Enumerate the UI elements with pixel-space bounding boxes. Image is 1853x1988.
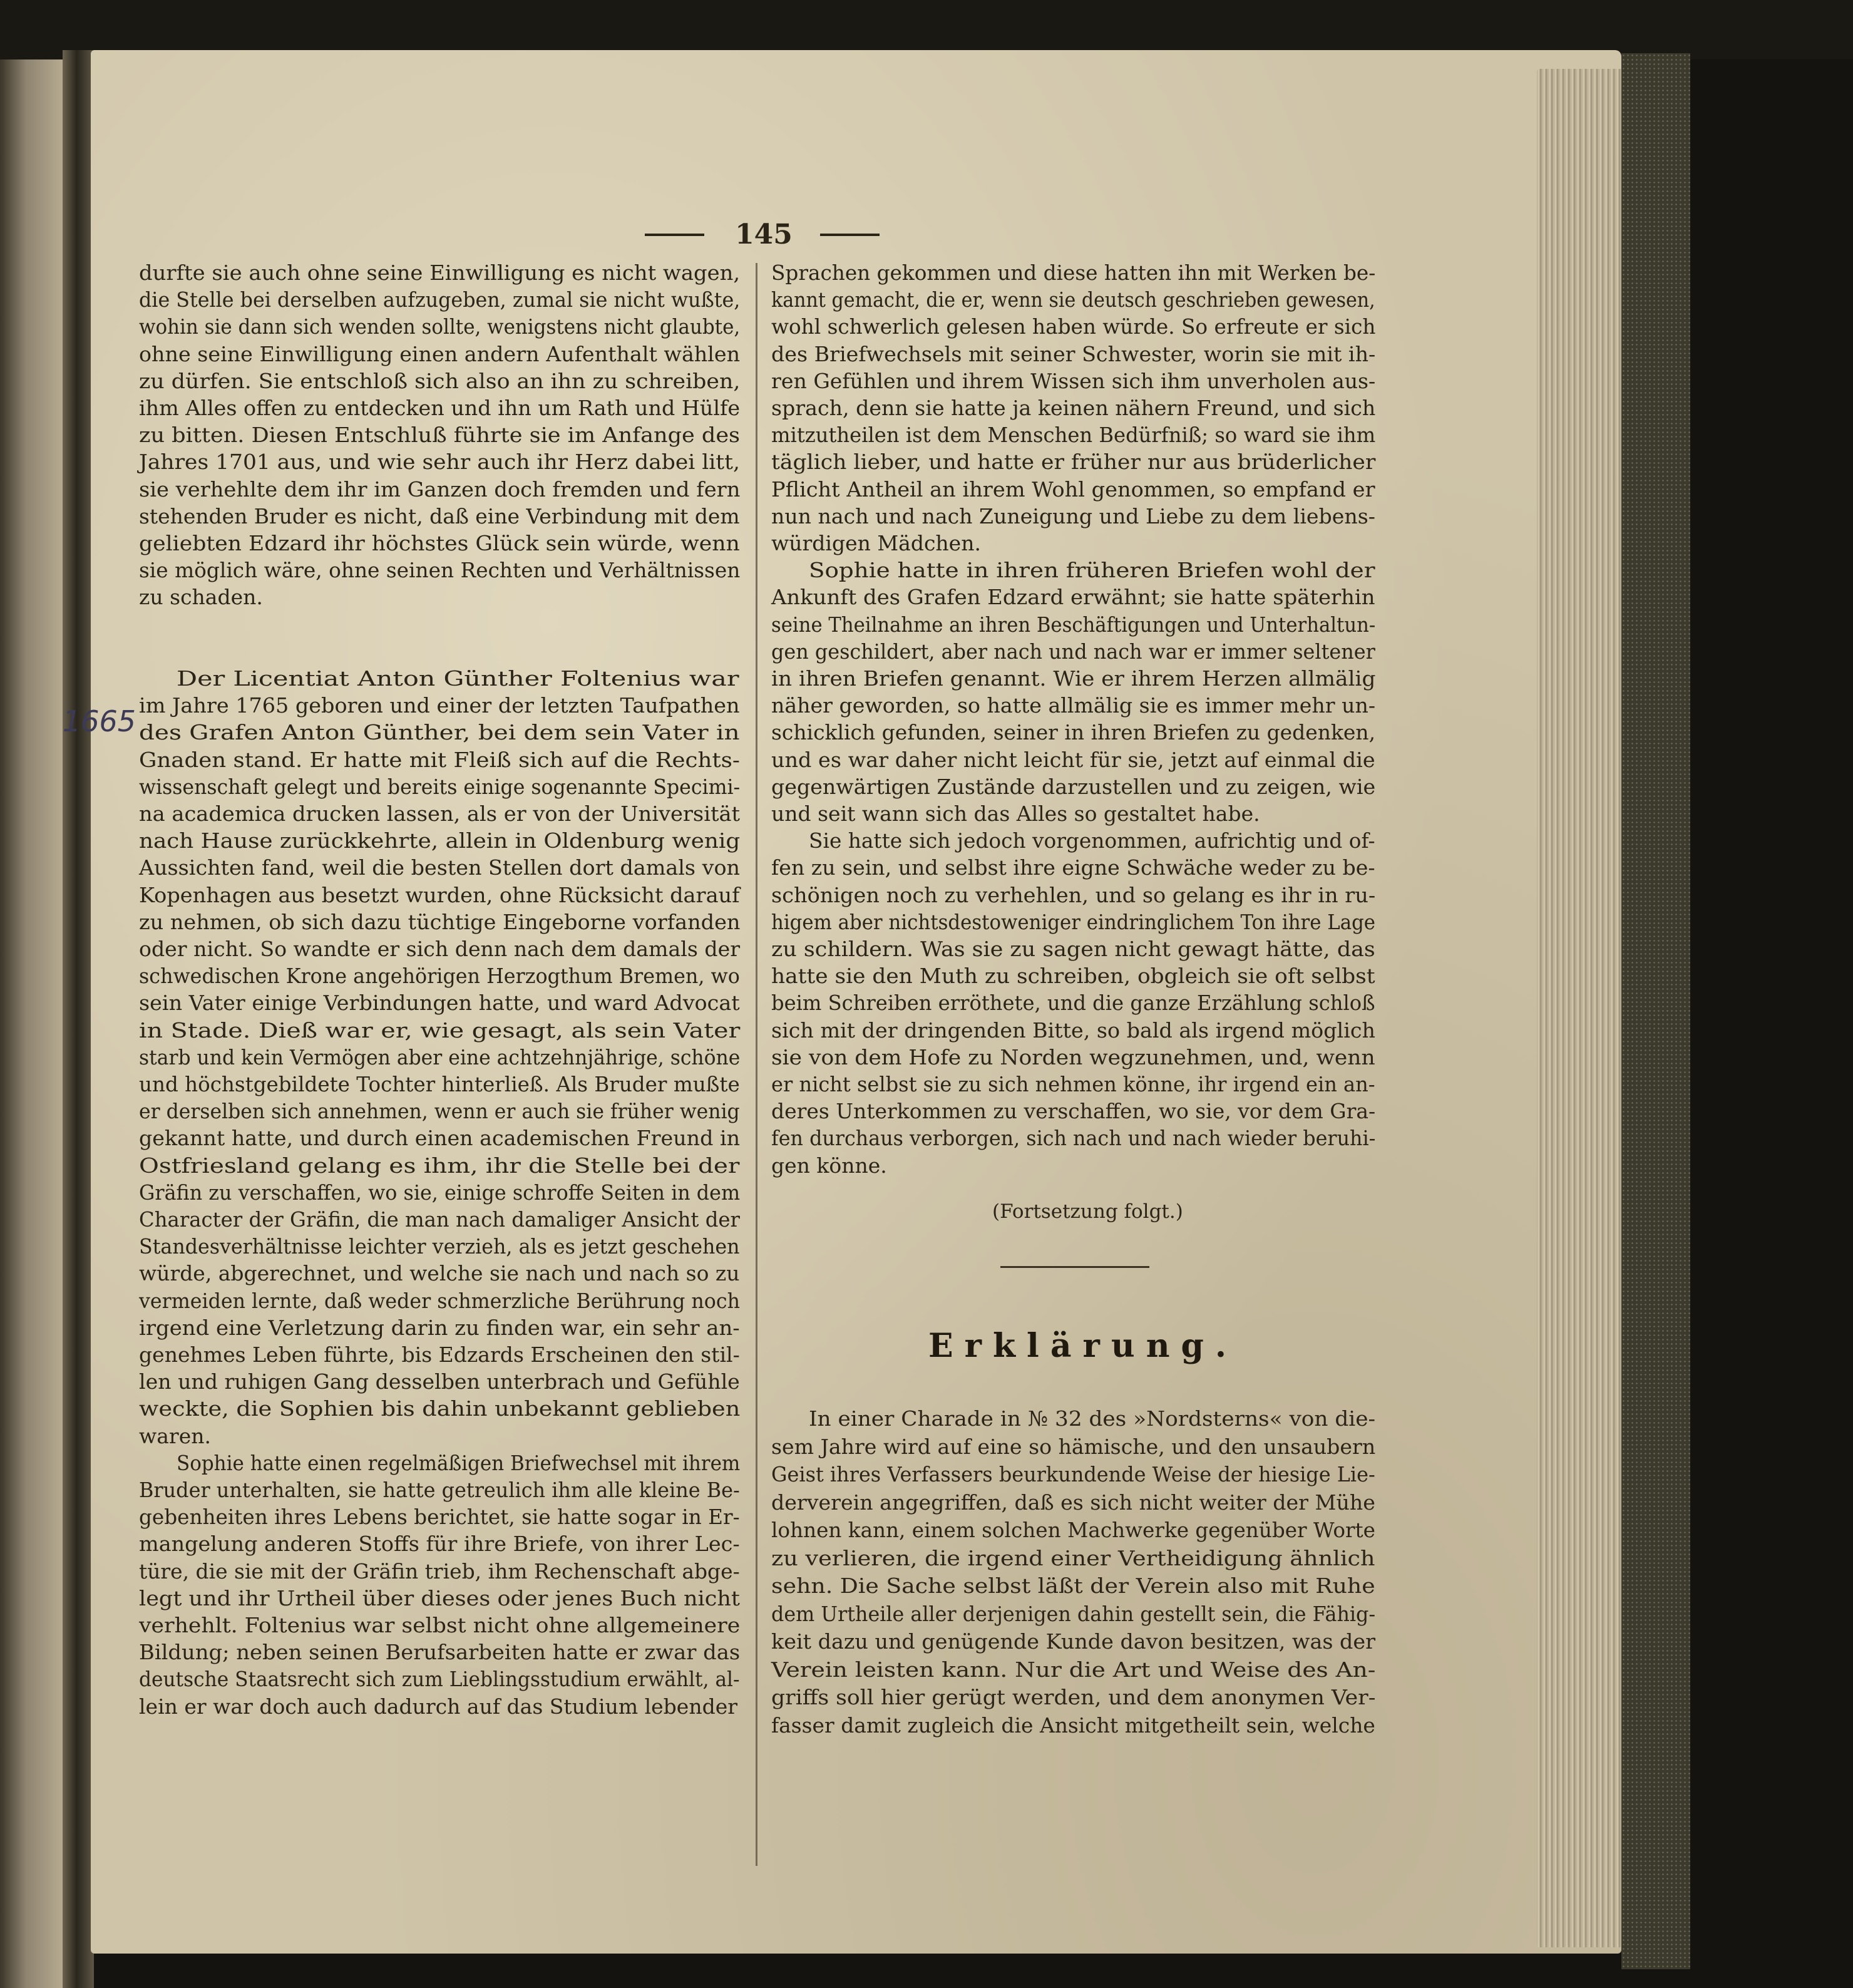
text-line: kannt gemacht, die er, wenn sie deutsch geschrieben gewesen,	[771, 287, 1375, 312]
text-line: seine Theilnahme an ihren Beschäftigungen und Unterhaltun-	[771, 612, 1376, 637]
column-divider	[756, 263, 757, 1866]
book-gutter	[63, 50, 94, 1988]
text-line: in Stade. Dieß war er, wie gesagt, als sein Vater	[139, 1017, 741, 1043]
text-line: ren Gefühlen und ihrem Wissen sich ihm unverholen aus-	[771, 368, 1376, 393]
page-number: 145	[735, 219, 793, 250]
section-rule	[1000, 1266, 1149, 1268]
text-line: schwedischen Krone angehörigen Herzogthum Bremen, wo	[139, 964, 740, 989]
text-line: dem Urtheile aller derjenigen dahin gestellt sein, die Fähig-	[771, 1601, 1376, 1626]
text-line: derverein angegriffen, daß es sich nicht weiter der Mühe	[771, 1490, 1375, 1515]
text-line: und es war daher nicht leicht für sie, jetzt auf einmal die	[771, 747, 1375, 772]
text-line: deres Unterkommen zu verschaffen, wo sie, vor dem Gra-	[771, 1099, 1376, 1124]
text-line: die Stelle bei derselben aufzugeben, zumal sie nicht wußte,	[139, 287, 741, 312]
text-line: Character der Gräfin, die man nach damaliger Ansicht der	[139, 1207, 740, 1232]
text-line: nach Hause zurückkehrte, allein in Oldenburg wenig	[139, 828, 741, 853]
text-line: zu schaden.	[139, 585, 263, 610]
text-line: gebenheiten ihres Lebens berichtet, sie hatte sogar in Er-	[139, 1505, 740, 1530]
text-line: waren.	[139, 1423, 211, 1448]
text-line: des Grafen Anton Günther, bei dem sein Vater in	[139, 720, 740, 745]
text-line: Sie hatte sich jedoch vorgenommen, aufrichtig und of-	[809, 828, 1375, 853]
text-line: des Briefwechsels mit seiner Schwester, worin sie mit ih-	[771, 341, 1376, 366]
text-line: gen könne.	[771, 1153, 887, 1178]
text-line: und seit wann sich das Alles so gestaltet habe.	[771, 801, 1260, 826]
text-line: stehenden Bruder es nicht, daß eine Verbindung mit dem	[139, 503, 740, 528]
text-line: gekannt hatte, und durch einen academischen Freund in	[139, 1126, 741, 1151]
text-line: Kopenhagen aus besetzt wurden, ohne Rücksicht darauf	[139, 882, 740, 907]
text-line: lohnen kann, einem solchen Machwerke gegenüber Worte	[771, 1518, 1375, 1542]
text-line: würde, abgerechnet, und welche sie nach und nach so zu	[139, 1261, 740, 1286]
text-line: sein Vater einige Verbindungen hatte, und ward Advocat	[139, 991, 740, 1016]
text-line: gen geschildert, aber nach und nach war er immer seltener	[771, 639, 1375, 664]
text-line: Aussichten fand, weil die besten Stellen dort damals von	[139, 855, 741, 880]
text-line: zu nehmen, ob sich dazu tüchtige Eingeborne vorfanden	[139, 909, 741, 934]
text-line: mitzutheilen ist dem Menschen Bedürfniß; so ward sie ihm	[771, 423, 1376, 448]
text-line: Sprachen gekommen und diese hatten ihn mit Werken be-	[771, 260, 1376, 285]
text-line: Ankunft des Grafen Edzard erwähnt; sie hatte späterhin	[771, 585, 1375, 610]
text-line: in ihren Briefen genannt. Wie er ihrem Herzen allmälig	[771, 666, 1376, 691]
text-line: In einer Charade in № 32 des »Nordsterns« von die-	[809, 1406, 1376, 1431]
text-line: näher geworden, so hatte allmälig sie es immer mehr un-	[771, 693, 1376, 718]
text-line: würdigen Mädchen.	[771, 531, 981, 555]
text-line: sie von dem Hofe zu Norden wegzunehmen, und, wenn	[771, 1044, 1375, 1069]
text-line: Standesverhältnisse leichter verzieh, als es jetzt geschehen	[139, 1234, 740, 1259]
text-line: zu bitten. Diesen Entschluß führte sie im Anfange des	[139, 423, 741, 448]
text-line: sich mit der dringenden Bitte, so bald als irgend möglich	[771, 1017, 1375, 1043]
text-line: zu dürfen. Sie entschloß sich also an ihn zu schreiben,	[139, 368, 741, 393]
text-line: zu verlieren, die irgend einer Vertheidigung ähnlich	[771, 1545, 1375, 1570]
text-line: wohl schwerlich gelesen haben würde. So erfreute er sich	[771, 314, 1376, 339]
text-line: oder nicht. So wandte er sich denn nach dem damals der	[139, 937, 741, 961]
text-line: hatte sie den Muth zu schreiben, obgleich sie oft selbst	[771, 964, 1375, 989]
text-line: Pflicht Antheil an ihrem Wohl genommen, so empfand er	[771, 476, 1375, 502]
text-line: Bildung; neben seinen Berufsarbeiten hatte er zwar das	[139, 1640, 741, 1665]
text-line: er derselben sich annehmen, wenn er auch sie früher wenig	[139, 1099, 740, 1124]
page-edges	[1537, 69, 1631, 1947]
text-line: Gräfin zu verschaffen, wo sie, einige schroffe Seiten in dem	[139, 1180, 741, 1205]
text-line: higem aber nichtsdestoweniger eindringlichem Ton ihre Lage	[771, 909, 1376, 934]
text-line: Bruder unterhalten, sie hatte getreulich ihm alle kleine Be-	[139, 1478, 740, 1502]
text-line: Gnaden stand. Er hatte mit Fleiß sich auf die Rechts-	[139, 747, 740, 772]
text-line: vermeiden lernte, daß weder schmerzliche Berührung noch	[139, 1288, 740, 1313]
text-line: sprach, denn sie hatte ja keinen nähern Freund, und sich	[771, 396, 1376, 420]
text-line: Ostfriesland gelang es ihm, ihr die Stelle bei der	[139, 1153, 740, 1178]
handwritten-margin-note: 1665	[63, 704, 136, 738]
text-line: nun nach und nach Zuneigung und Liebe zu dem liebens-	[771, 503, 1375, 528]
text-line: legt und ihr Urtheil über dieses oder jenes Buch nicht	[139, 1585, 740, 1610]
text-line: im Jahre 1765 geboren und einer der letzten Taufpathen	[139, 693, 740, 718]
section-title: Erklärung.	[928, 1327, 1238, 1365]
text-line: fen zu sein, und selbst ihre eigne Schwäche weder zu be-	[771, 855, 1375, 880]
text-line: genehmes Leben führte, bis Edzards Erscheinen den stil-	[139, 1342, 740, 1367]
text-line: sie verhehlte dem ihr im Ganzen doch fremden und fern	[139, 476, 741, 502]
text-line: starb und kein Vermögen aber eine achtzehnjährige, schöne	[139, 1044, 741, 1069]
text-line: schicklich gefunden, seiner in ihren Briefen zu gedenken,	[771, 720, 1376, 745]
text-line: fasser damit zugleich die Ansicht mitgetheilt sein, welche	[771, 1712, 1375, 1738]
marbled-cover	[1621, 53, 1690, 1969]
text-line: ihm Alles offen zu entdecken und ihn um Rath und Hülfe	[139, 396, 741, 420]
text-line: griffs soll hier gerügt werden, und dem anonymen Ver-	[771, 1685, 1376, 1709]
text-line: ohne seine Einwilligung einen andern Aufenthalt wählen	[139, 341, 741, 366]
text-line: zu schildern. Was sie zu sagen nicht gewagt hätte, das	[771, 937, 1375, 961]
text-line: irgend eine Verletzung darin zu finden war, ein sehr an-	[139, 1315, 740, 1340]
text-line: Sophie hatte einen regelmäßigen Briefwechsel mit ihrem	[177, 1450, 741, 1475]
text-line: len und ruhigen Gang desselben unterbrach und Gefühle	[139, 1369, 740, 1394]
text-line: beim Schreiben erröthete, und die ganze Erzählung schloß	[771, 991, 1375, 1016]
text-line: täglich lieber, und hatte er früher nur aus brüderlicher	[771, 450, 1376, 475]
text-line: weckte, die Sophien bis dahin unbekannt geblieben	[139, 1396, 741, 1421]
text-line: deutsche Staatsrecht sich zum Lieblingsstudium erwählt, al-	[139, 1667, 740, 1692]
text-line: türe, die sie mit der Gräfin trieb, ihm Rechenschaft abge-	[139, 1558, 740, 1584]
text-line: und höchstgebildete Tochter hinterließ. Als Bruder mußte	[139, 1072, 740, 1096]
text-line: schönigen noch zu verhehlen, und so gelang es ihr in ru-	[771, 882, 1376, 907]
text-line: Geist ihres Verfassers beurkundende Weise der hiesige Lie-	[771, 1462, 1375, 1486]
text-line: mangelung anderen Stoffs für ihre Briefe, von ihrer Lec-	[139, 1532, 740, 1557]
text-line: na academica drucken lassen, als er von der Universität	[139, 801, 741, 826]
header-dash-left	[645, 234, 704, 236]
text-line: sem Jahre wird auf eine so hämische, und den unsaubern	[771, 1434, 1376, 1459]
text-line: Sophie hatte in ihren früheren Briefen wohl der	[809, 558, 1375, 583]
text-line: keit dazu und genügende Kunde davon besitzen, was der	[771, 1629, 1376, 1654]
text-line: verhehlt. Foltenius war selbst nicht ohne allgemeinere	[139, 1613, 741, 1637]
text-line: Jahres 1701 aus, und wie sehr auch ihr Herz dabei litt,	[139, 450, 740, 475]
text-line: sehn. Die Sache selbst läßt der Verein also mit Ruhe	[771, 1573, 1375, 1598]
text-line: Verein leisten kann. Nur die Art und Weise des An-	[771, 1657, 1376, 1682]
header-dash-right	[820, 234, 880, 236]
text-line: lein er war doch auch dadurch auf das Studium lebender	[139, 1694, 738, 1719]
text-line: sie möglich wäre, ohne seinen Rechten und Verhältnissen	[139, 558, 741, 583]
continuation-note: (Fortsetzung folgt.)	[992, 1200, 1183, 1223]
text-line: er nicht selbst sie zu sich nehmen könne, ihr irgend ein an-	[771, 1072, 1375, 1096]
text-line: durfte sie auch ohne seine Einwilligung es nicht wagen,	[139, 260, 741, 285]
left-page-edge	[0, 59, 66, 1988]
text-line: wissenschaft gelegt und bereits einige sogenannte Specimi-	[139, 774, 741, 799]
page-header	[645, 216, 883, 254]
text-line: fen durchaus verborgen, sich nach und nach wieder beruhi-	[771, 1126, 1376, 1151]
text-line: Der Licentiat Anton Günther Foltenius war	[177, 666, 739, 691]
text-line: gegenwärtigen Zustände darzustellen und zu zeigen, wie	[771, 774, 1376, 799]
text-line: wohin sie dann sich wenden sollte, wenigstens nicht glaubte,	[139, 314, 741, 339]
text-line: geliebten Edzard ihr höchstes Glück sein würde, wenn	[139, 531, 740, 555]
